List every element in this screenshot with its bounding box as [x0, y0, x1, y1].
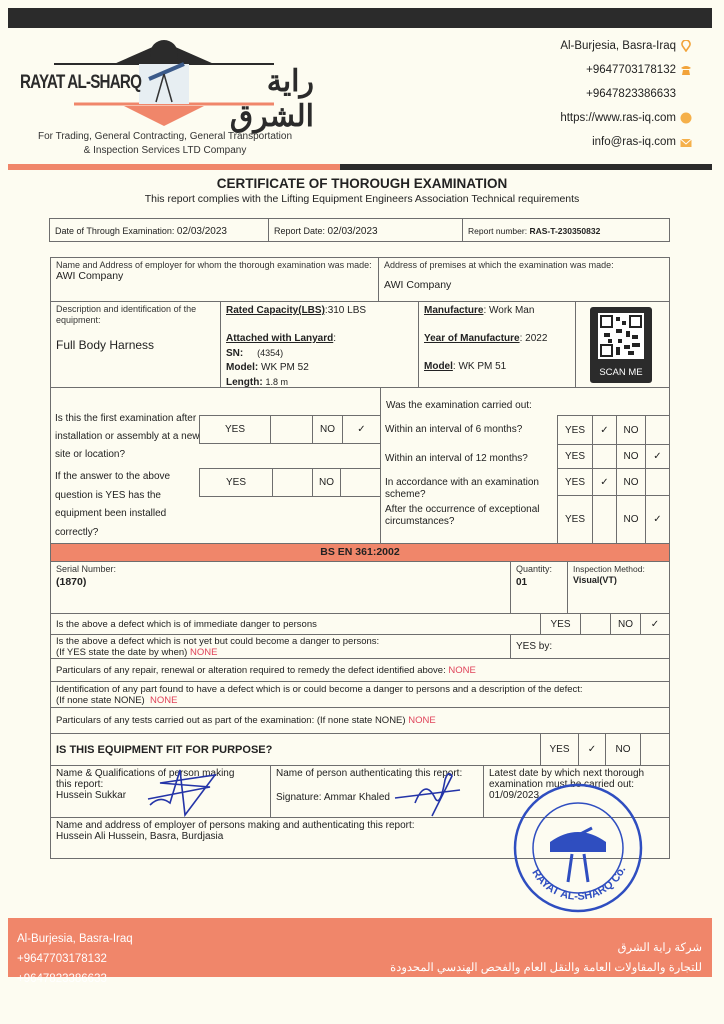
carried-out-question: Within an interval of 12 months?: [385, 453, 528, 464]
logo-text-en: RAYAT AL-SHARQ: [20, 72, 142, 93]
tests-label: Particulars of any tests carried out as part of the examination: (If none state NONE): [56, 715, 406, 726]
carried-out-no[interactable]: NO: [616, 468, 646, 496]
carried-out-question: In accordance with an examination scheme?: [385, 477, 539, 500]
phone-icon: [680, 64, 692, 76]
carried-out-yes[interactable]: YES: [557, 495, 593, 544]
employer-value: AWI Company: [56, 270, 124, 282]
repair-label: Particulars of any repair, renewal or alteration required to remedy the defect identified above:: [56, 665, 446, 676]
exam-date-label: Date of Through Examination:: [55, 226, 175, 236]
fit-yes-check[interactable]: ✓: [578, 733, 606, 766]
authenticator-label: Name of person authenticating this report:: [276, 768, 463, 779]
employer-cell: [50, 257, 379, 302]
qr-cell: [575, 301, 670, 388]
equipment-description-cell: [50, 301, 221, 388]
quantity-label: Quantity:: [516, 564, 553, 574]
model-value: WK PM 51: [458, 361, 507, 372]
report-date-label: Report Date:: [274, 226, 326, 236]
installed-no-box[interactable]: [340, 468, 381, 497]
carried-out-yes-box[interactable]: ✓: [592, 415, 617, 445]
company-logo: [14, 34, 314, 133]
contact-address: Al-Burjesia, Basra-Iraq: [560, 40, 676, 52]
footer-arabic-name: شركة راية الشرق: [617, 942, 702, 954]
equipment-capacity-cell: Rated Capacity(LBS):310 LBS Attached with Lanyard: SN: (4354) Model: WK PM 52 Length: 1.8 m: [220, 301, 419, 388]
carried-out-no[interactable]: NO: [616, 415, 646, 445]
footer-phone-2: +9647823386633: [17, 973, 107, 985]
footer-address: Al-Burjesia, Basra-Iraq: [17, 933, 133, 945]
future-danger-hint: (If YES state the date by when): [56, 647, 188, 658]
inspection-method-cell: [567, 561, 670, 614]
future-danger-value: NONE: [189, 647, 218, 658]
manufacture-label: Manufacture: [424, 305, 484, 316]
capacity-value: 310 LBS: [327, 305, 367, 316]
carried-out-question: Within an interval of 6 months?: [385, 424, 523, 435]
tests-cell: [50, 707, 670, 734]
installed-yes[interactable]: YES: [199, 468, 273, 497]
carried-out-yes[interactable]: YES: [557, 468, 593, 496]
installed-correctly-question: If the answer to the above question is YES has the equipment been installed correctly?: [55, 471, 171, 538]
fit-no[interactable]: NO: [605, 733, 641, 766]
yes-by-cell[interactable]: YES by:: [510, 634, 670, 659]
exam-date-value: 02/03/2023: [176, 226, 227, 237]
contact-website[interactable]: https://www.ras-iq.com: [560, 112, 676, 124]
premises-cell: [378, 257, 670, 302]
qr-code[interactable]: [590, 307, 652, 383]
carried-out-heading: Was the examination carried out:: [386, 400, 532, 411]
fit-no-box[interactable]: [640, 733, 670, 766]
lanyard-model-value: WK PM 52: [261, 362, 309, 373]
immediate-yes[interactable]: YES: [540, 613, 581, 635]
maker-label: Name & Qualifications of person making this report:: [56, 768, 235, 790]
sn-value: (4354): [257, 348, 284, 358]
installed-no[interactable]: NO: [312, 468, 341, 497]
manufacture-cell: Manufacture: Work Man Year of Manufacture: 2022 Model: WK PM 51: [418, 301, 576, 388]
svg-text:RAYAT AL-SHARQ Co.: RAYAT AL-SHARQ Co.: [529, 864, 629, 903]
carried-out-yes-box[interactable]: [592, 444, 617, 469]
page-subtitle: This report complies with the Lifting Equipment Engineers Association Technical requirements: [144, 193, 580, 205]
carried-out-no[interactable]: NO: [616, 444, 646, 469]
inspection-method-value: Visual(VT): [573, 575, 617, 585]
lanyard-model-label: Model:: [226, 362, 259, 373]
standard-banner: BS EN 361:2002: [50, 543, 670, 562]
footer-arabic-tagline: للتجارة والمقاولات العامة والنقل العام والفحص الهندسي المحدودة: [390, 962, 702, 974]
first-exam-yes[interactable]: YES: [199, 415, 271, 444]
length-value: 1.8 m: [265, 377, 288, 387]
equipment-desc-label: Description and identification of the equipment:: [56, 304, 197, 325]
mail-icon: [680, 137, 692, 149]
identification-cell: [50, 681, 670, 708]
future-danger-question: Is the above a defect which is not yet but could become a danger to persons:: [56, 636, 380, 647]
serial-cell: [50, 561, 511, 614]
scan-me-label: SCAN ME: [599, 367, 643, 378]
carried-out-yes[interactable]: YES: [557, 444, 593, 469]
carried-out-no-box[interactable]: ✓: [645, 495, 670, 544]
report-number-value: RAS-T-230350832: [529, 226, 601, 236]
contact-phone-2: +9647823386633: [586, 88, 676, 100]
tagline-1: For Trading, General Contracting, General Transportation: [37, 131, 293, 142]
premises-label: Address of premises at which the examination was made:: [384, 260, 614, 270]
tagline-2: & Inspection Services LTD Company: [83, 145, 247, 156]
premises-value: AWI Company: [384, 279, 452, 291]
qr-code-icon: [598, 313, 644, 359]
immediate-danger-question: Is the above a defect which is of immediate danger to persons: [50, 613, 541, 635]
carried-out-no-box[interactable]: [645, 415, 670, 445]
first-exam-no-check[interactable]: ✓: [342, 415, 381, 444]
tests-value: NONE: [408, 715, 436, 726]
first-exam-no[interactable]: NO: [312, 415, 343, 444]
lanyard-label: Attached with Lanyard: [226, 333, 334, 344]
identification-label: Identification of any part found to have a defect which is or could become a danger to persons and a description of the defect:: [56, 684, 583, 695]
repair-value: NONE: [448, 665, 476, 676]
year-value: 2022: [525, 333, 548, 344]
capacity-label: Rated Capacity(LBS): [226, 305, 325, 316]
installed-yes-box[interactable]: [272, 468, 313, 497]
signing-employer-label: Name and address of employer of persons making and authenticating this report:: [56, 820, 415, 831]
manufacture-value: Work Man: [489, 305, 535, 316]
contact-phone-1: +9647703178132: [586, 64, 676, 76]
serial-label: Serial Number:: [56, 564, 117, 574]
logo-text-ar: راية الشرق: [229, 65, 314, 133]
authenticator-value: Signature: Ammar Khaled: [276, 792, 390, 803]
sn-label: SN:: [226, 348, 244, 359]
next-exam-label: Latest date by which next thorough examination must be carried out:: [489, 768, 645, 790]
report-number-label: Report number:: [468, 226, 528, 236]
carried-out-yes-box[interactable]: ✓: [592, 468, 617, 496]
quantity-value: 01: [516, 577, 528, 588]
maker-value: Hussein Sukkar: [56, 790, 127, 801]
employer-label: Name and Address of employer for whom the thorough examination was made:: [56, 260, 372, 270]
fit-yes[interactable]: YES: [540, 733, 579, 766]
signing-employer-value: Hussein Ali Hussein, Basra, Burdjasia: [56, 831, 224, 842]
carried-out-yes[interactable]: YES: [557, 415, 593, 445]
year-label: Year of Manufacture: [424, 333, 520, 344]
equipment-desc-value: Full Body Harness: [56, 338, 155, 352]
maker-signature: [140, 765, 230, 820]
immediate-yes-box[interactable]: [580, 613, 611, 635]
identification-hint: (If none state NONE): [56, 695, 145, 706]
future-danger-cell: [50, 634, 511, 659]
exam-date-cell: [49, 218, 269, 242]
carried-out-no-box[interactable]: [645, 468, 670, 496]
identification-value: NONE: [149, 695, 178, 706]
carried-out-no[interactable]: NO: [616, 495, 646, 544]
location-pin-icon: [680, 40, 692, 52]
quantity-cell: [510, 561, 568, 614]
immediate-no-check[interactable]: ✓: [640, 613, 670, 635]
serial-value: (1870): [56, 576, 87, 588]
first-exam-question: Is this the first examination after installation or assembly at a new site or location?: [55, 413, 200, 460]
repair-cell: [50, 658, 670, 682]
company-stamp: [510, 782, 646, 914]
first-exam-yes-box[interactable]: [270, 415, 313, 444]
page-title: CERTIFICATE OF THOROUGH EXAMINATION: [216, 176, 508, 191]
report-date-cell: [268, 218, 463, 242]
globe-icon: [680, 112, 692, 124]
contact-email[interactable]: info@ras-iq.com: [592, 136, 676, 148]
fit-for-purpose-question: IS THIS EQUIPMENT FIT FOR PURPOSE?: [50, 733, 541, 766]
carried-out-question: After the occurrence of exceptional circumstances?: [385, 504, 540, 527]
carried-out-yes-box[interactable]: [592, 495, 617, 544]
divider-dark: [340, 164, 712, 170]
top-bar: [8, 8, 712, 28]
immediate-no[interactable]: NO: [610, 613, 641, 635]
divider-accent: [8, 164, 340, 170]
model-label: Model: [424, 361, 453, 372]
report-number-cell: [462, 218, 670, 242]
next-exam-value: 01/09/2023: [489, 790, 540, 801]
report-date-value: 02/03/2023: [327, 226, 378, 237]
authenticator-signature: [390, 768, 470, 818]
length-label: Length:: [226, 377, 263, 388]
footer-phone-1: +9647703178132: [17, 953, 107, 965]
inspection-method-label: Inspection Method:: [573, 564, 645, 574]
carried-out-no-box[interactable]: ✓: [645, 444, 670, 469]
